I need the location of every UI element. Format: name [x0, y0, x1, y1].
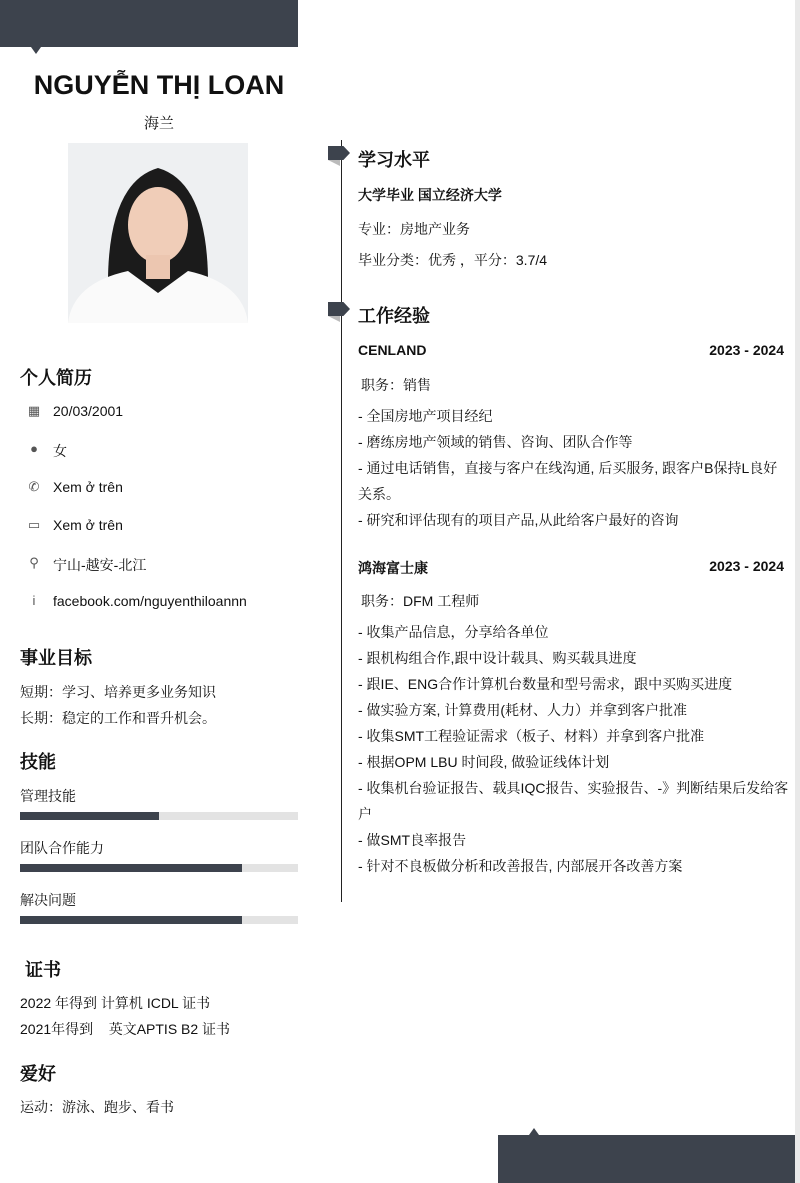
calendar-icon: ▦	[27, 403, 41, 418]
skill-bar-fill	[20, 812, 159, 820]
section-flag-icon	[328, 146, 350, 160]
flag-shadow	[328, 160, 340, 166]
skill-bar	[20, 916, 298, 924]
profile-item: 女	[53, 443, 67, 459]
timeline-line	[341, 140, 342, 902]
job-duty: - 根据OPM LBU 时间段, 做验证线体计划	[358, 754, 610, 770]
skills-heading: 技能	[20, 752, 56, 772]
skill-name: 解决问题	[20, 892, 76, 908]
footer-bar	[498, 1135, 795, 1183]
skill-name: 管理技能	[20, 788, 76, 804]
profile-item: 宁山-越安-北江	[53, 557, 147, 573]
job-years: 2023 - 2024	[709, 558, 784, 574]
job-years: 2023 - 2024	[709, 342, 784, 358]
email-icon: ▭	[27, 517, 41, 532]
job-role: 职务：销售	[361, 377, 431, 393]
hobbies-text: 运动：游泳、跑步、看书	[20, 1099, 174, 1115]
job-duty: - 做SMT良率报告	[358, 832, 467, 848]
cert-item: 2022 年得到 计算机 ICDL 证书	[20, 995, 211, 1011]
experience-heading: 工作经验	[358, 306, 430, 326]
job-duty: - 收集SMT工程验证需求（板子、材料）并拿到客户批准	[358, 728, 705, 744]
education-major: 专业：房地产业务	[358, 221, 470, 237]
job-duty: - 磨练房地产领域的销售、咨询、团队合作等	[358, 434, 633, 450]
skill-name: 团队合作能力	[20, 840, 104, 856]
skill-bar-fill	[20, 864, 242, 872]
location-icon: ⚲	[29, 555, 39, 570]
profile-photo	[68, 143, 248, 323]
job-duty: - 收集机台验证报告、载具IQC报告、实验报告、-》判断结果后发给客	[358, 780, 789, 796]
job-duty: - 做实验方案, 计算费用(耗材、人力）并拿到客户批准	[358, 702, 687, 718]
job-duty: 户	[358, 806, 372, 822]
job-duty: 关系。	[358, 486, 400, 502]
skill-bar-fill	[20, 916, 242, 924]
profile-item: 20/03/2001	[53, 403, 124, 419]
profile-heading: 个人简历	[20, 368, 92, 388]
skill-bar	[20, 864, 298, 872]
page-edge	[795, 0, 800, 1183]
candidate-alias: 海兰	[143, 115, 174, 132]
section-flag-icon	[328, 302, 350, 316]
header-bar	[0, 0, 298, 47]
certs-heading: 证书	[25, 960, 61, 980]
job-duty: - 通过电话销售，直接与客户在线沟通, 后买服务, 跟客户B保持L良好	[358, 460, 778, 476]
job-duty: - 跟机构组合作,跟中设计载具、购买载具进度	[358, 650, 637, 666]
user-icon: ●	[30, 441, 38, 456]
job-role: 职务：DFM 工程师	[361, 593, 480, 609]
job-company: 鸿海富士康	[358, 560, 428, 576]
phone-icon: ✆	[28, 479, 40, 494]
job-duty: - 针对不良板做分析和改善报告, 内部展开各改善方案	[358, 858, 683, 874]
goal-short: 短期：学习、培养更多业务知识	[20, 684, 216, 700]
hobbies-heading: 爱好	[20, 1064, 56, 1084]
job-company: CENLAND	[358, 342, 427, 358]
job-duty: - 研究和评估现有的项目产品,从此给客户最好的咨询	[358, 512, 679, 528]
job-duty: - 全国房地产项目经纪	[358, 408, 493, 424]
job-duty: - 收集产品信息，分享给各单位	[358, 624, 549, 640]
goal-long: 长期：稳定的工作和晋升机会。	[20, 710, 216, 726]
profile-item: facebook.com/nguyenthiloannn	[53, 593, 247, 609]
flag-shadow	[328, 316, 340, 322]
info-icon: i	[32, 593, 36, 608]
skill-bar	[20, 812, 298, 820]
cert-item: 2021年得到 英文APTIS B2 证书	[20, 1021, 231, 1037]
profile-item: Xem ở trên	[53, 517, 123, 533]
goals-heading: 事业目标	[20, 648, 92, 668]
education-heading: 学习水平	[358, 150, 430, 170]
profile-item: Xem ở trên	[53, 479, 123, 495]
education-degree: 大学毕业 国立经济大学	[358, 187, 502, 203]
job-duty: - 跟IE、ENG合作计算机台数量和型号需求，跟中买购买进度	[358, 676, 733, 692]
education-grade: 毕业分类：优秀 ，平分：3.7/4	[358, 252, 548, 268]
candidate-name: NGUYỄN THỊ LOAN	[33, 70, 285, 100]
